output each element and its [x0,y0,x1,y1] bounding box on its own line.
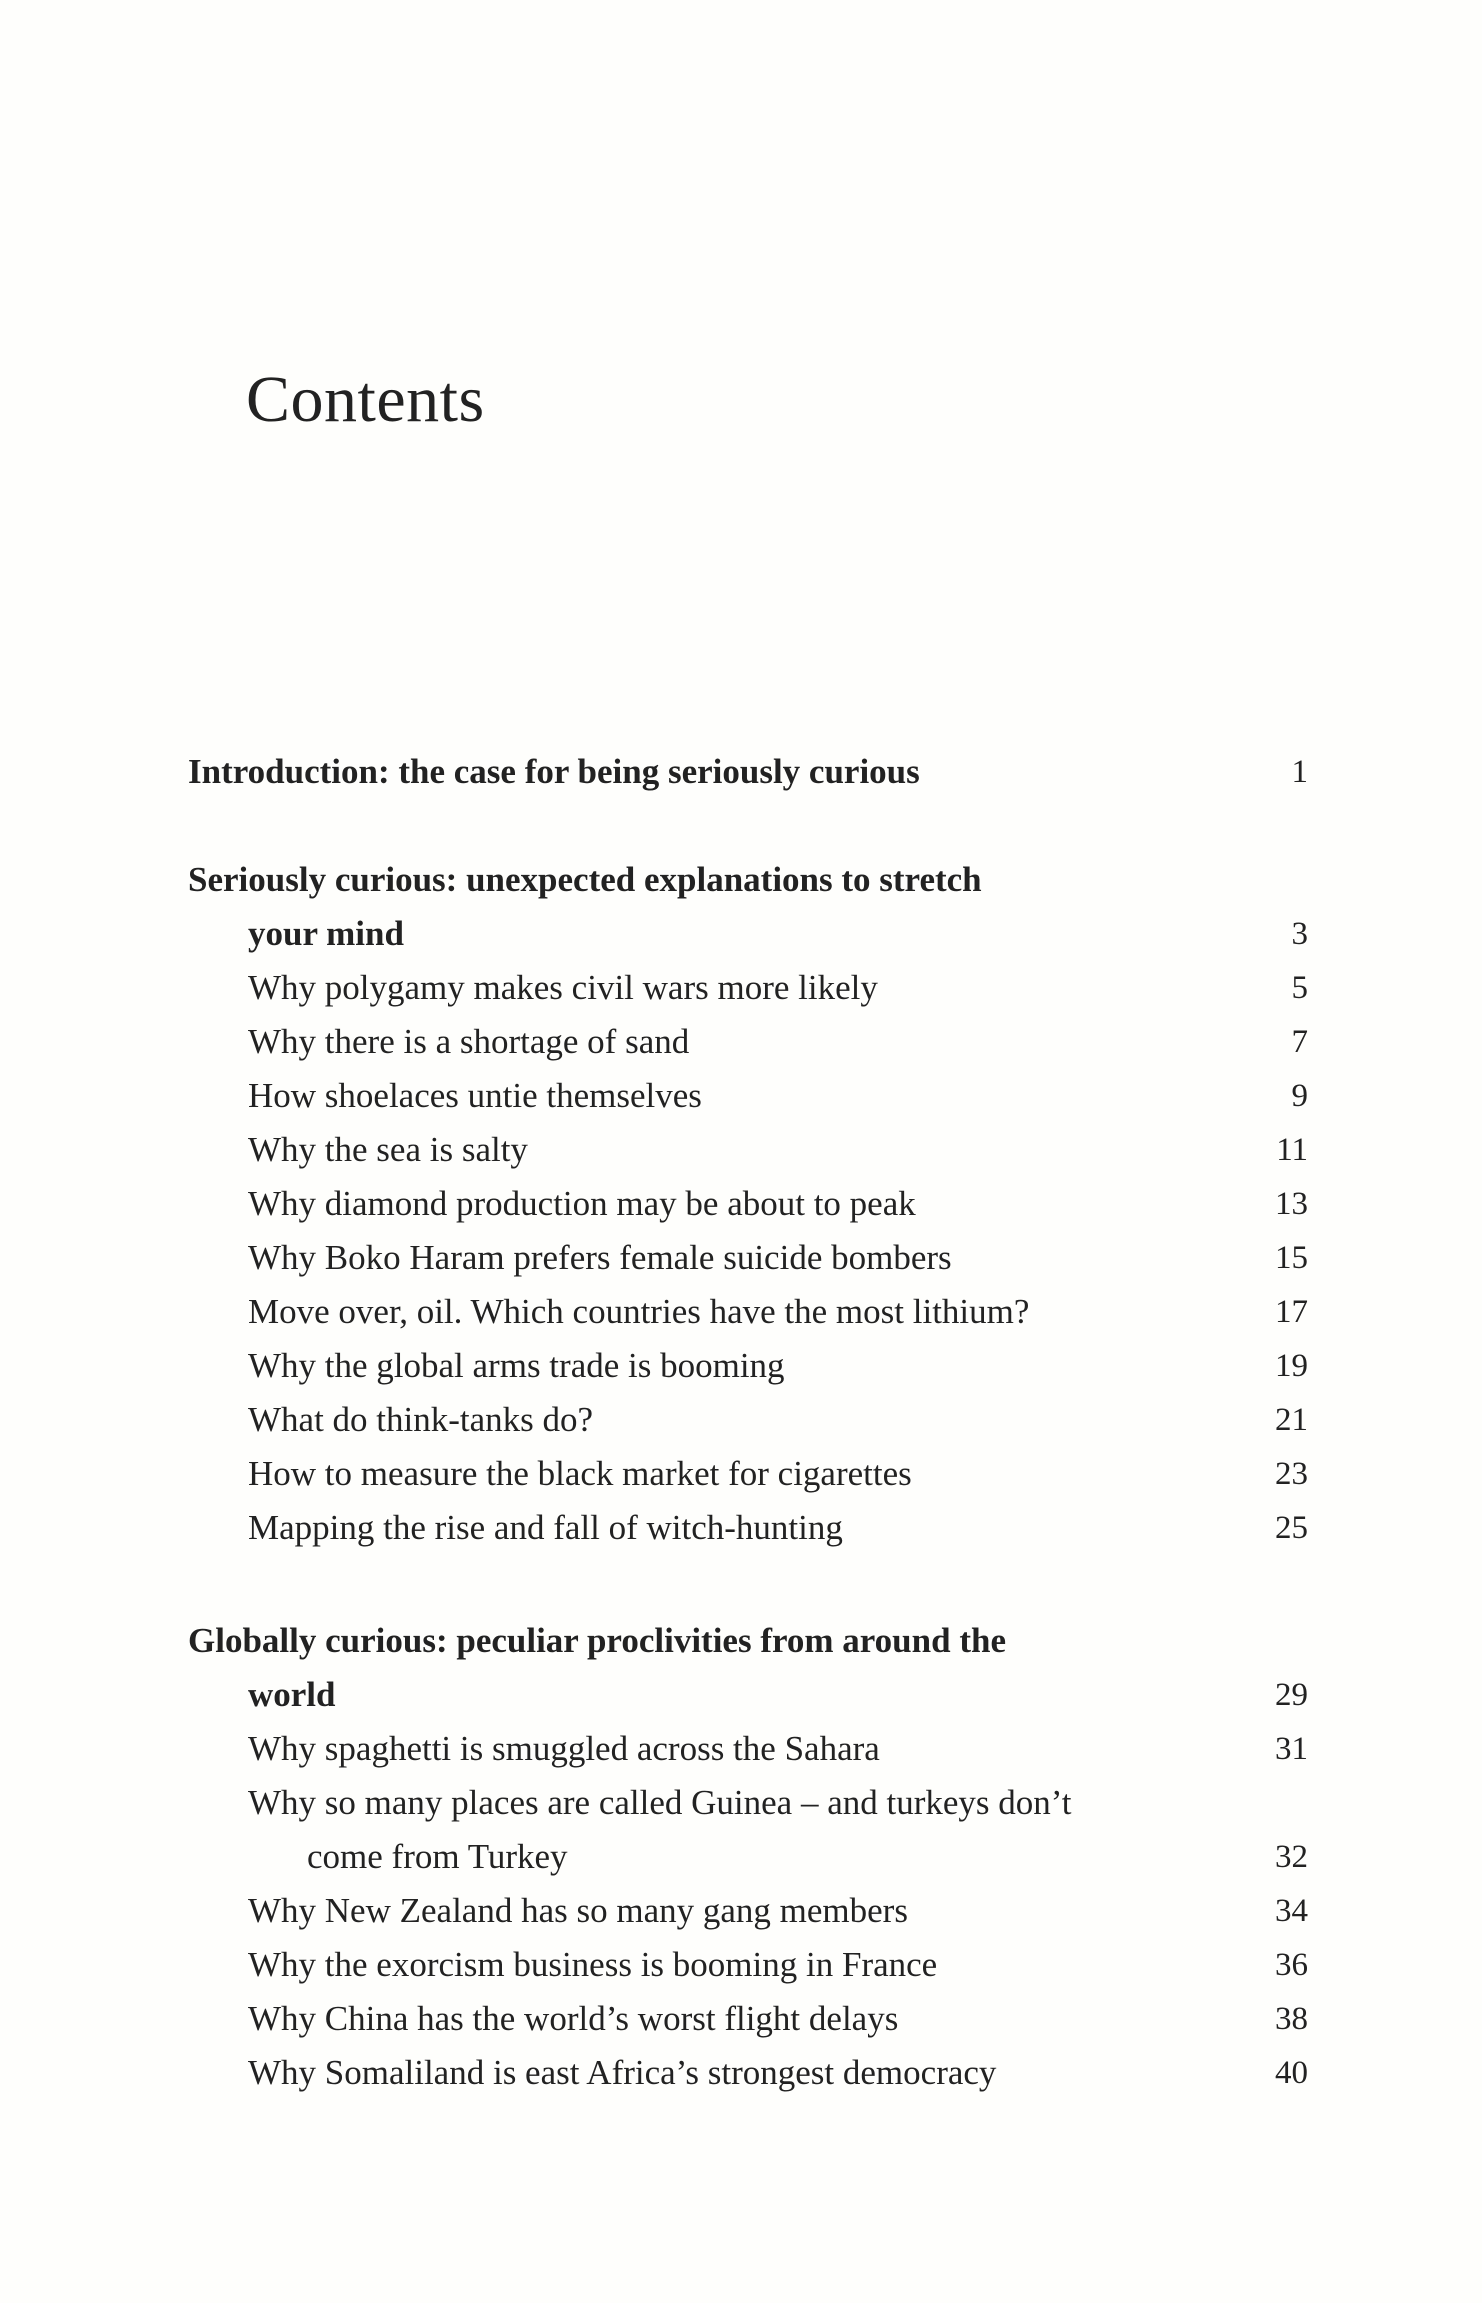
toc-entry-title[interactable]: Why China has the world’s worst flight delays [248,1999,899,2038]
toc-entry-title[interactable]: How to measure the black market for cigarettes [248,1454,912,1493]
toc-chapter[interactable] [248,1069,1308,1123]
toc-page-number[interactable]: 40 [1275,2055,1308,2091]
toc-entry-title[interactable]: What do think-tanks do? [248,1400,594,1439]
toc-page-number[interactable]: 7 [1291,1024,1308,1060]
toc-chapter[interactable] [248,961,1308,1015]
toc-entry-title[interactable]: Move over, oil. Which countries have the most lithium? [248,1292,1030,1331]
toc-chapter[interactable] [248,1722,1308,1776]
toc-entry-title[interactable]: How shoelaces untie themselves [248,1076,702,1115]
toc-entry-title[interactable]: Why the global arms trade is booming [248,1346,785,1385]
toc-page-number[interactable]: 5 [1291,970,1308,1006]
toc-chapter[interactable] [248,2046,1308,2100]
toc-chapter[interactable] [248,1123,1308,1177]
toc-chapter[interactable] [248,1015,1308,1069]
toc-page-number[interactable]: 21 [1275,1402,1308,1438]
toc-page-number[interactable]: 11 [1276,1132,1308,1168]
toc-page-number[interactable]: 31 [1275,1731,1308,1767]
toc-part-seriously-curious-cont[interactable] [248,907,1308,961]
toc-entry-title[interactable]: Why the exorcism business is booming in France [248,1945,938,1984]
toc-part-seriously-curious[interactable] [188,853,1308,907]
toc-chapter[interactable] [248,1501,1308,1555]
toc-entry-title[interactable]: Why the sea is salty [248,1130,528,1169]
toc-page-number[interactable]: 19 [1275,1348,1308,1384]
toc-entry-title[interactable]: Why diamond production may be about to peak [248,1184,916,1223]
toc-entry-title[interactable]: Why spaghetti is smuggled across the Sahara [248,1729,880,1768]
toc-entry-title-continued[interactable]: come from Turkey [307,1837,568,1876]
toc-chapter[interactable] [248,1393,1308,1447]
toc-chapter[interactable] [248,1776,1308,1830]
page-title: Contents [246,363,485,436]
toc-page-number[interactable]: 36 [1275,1947,1308,1983]
toc-entry-title[interactable]: Seriously curious: unexpected explanations to stretch [188,860,982,899]
toc-page-number[interactable]: 23 [1275,1456,1308,1492]
toc-entry-title[interactable]: Why Boko Haram prefers female suicide bombers [248,1238,952,1277]
toc-entry-title[interactable]: Why New Zealand has so many gang members [248,1891,908,1930]
toc-part-introduction[interactable] [188,745,1308,799]
toc-chapter[interactable] [248,1884,1308,1938]
toc-chapter[interactable] [248,1231,1308,1285]
toc-chapter[interactable] [248,1447,1308,1501]
toc-chapter[interactable] [248,1339,1308,1393]
toc-entry-title-continued[interactable]: your mind [248,914,404,953]
toc-page-number[interactable]: 32 [1275,1839,1308,1875]
toc-entry-title-continued[interactable]: world [248,1675,336,1714]
toc-page-number[interactable]: 9 [1291,1078,1308,1114]
toc-entry-title[interactable]: Why Somaliland is east Africa’s strongest democracy [248,2053,997,2092]
toc-page-number[interactable]: 17 [1275,1294,1308,1330]
toc-entry-title[interactable]: Globally curious: peculiar proclivities from around the [188,1621,1006,1660]
toc-page-number[interactable]: 34 [1275,1893,1308,1929]
toc-chapter[interactable] [248,1285,1308,1339]
toc-entry-title[interactable]: Why so many places are called Guinea – and turkeys don’t [248,1783,1072,1822]
toc-part-globally-curious-cont[interactable] [248,1668,1308,1722]
toc-entry-title[interactable]: Why there is a shortage of sand [248,1022,690,1061]
toc-entry-title[interactable]: Mapping the rise and fall of witch-hunting [248,1508,843,1547]
toc-part-globally-curious[interactable] [188,1614,1308,1668]
toc-chapter-cont[interactable] [307,1830,1308,1884]
toc-page-number[interactable]: 1 [1291,754,1308,790]
toc-page-number[interactable]: 29 [1275,1677,1308,1713]
toc-entry-title[interactable]: Introduction: the case for being seriously curious [188,752,920,791]
toc-chapter[interactable] [248,1938,1308,1992]
toc-page-number[interactable]: 38 [1275,2001,1308,2037]
toc-entry-title[interactable]: Why polygamy makes civil wars more likely [248,968,878,1007]
toc-chapter[interactable] [248,1177,1308,1231]
toc-page-number[interactable]: 3 [1291,916,1308,952]
toc-page-number[interactable]: 15 [1275,1240,1308,1276]
toc-chapter[interactable] [248,1992,1308,2046]
toc-page-number[interactable]: 25 [1275,1510,1308,1546]
toc-page-number[interactable]: 13 [1275,1186,1308,1222]
